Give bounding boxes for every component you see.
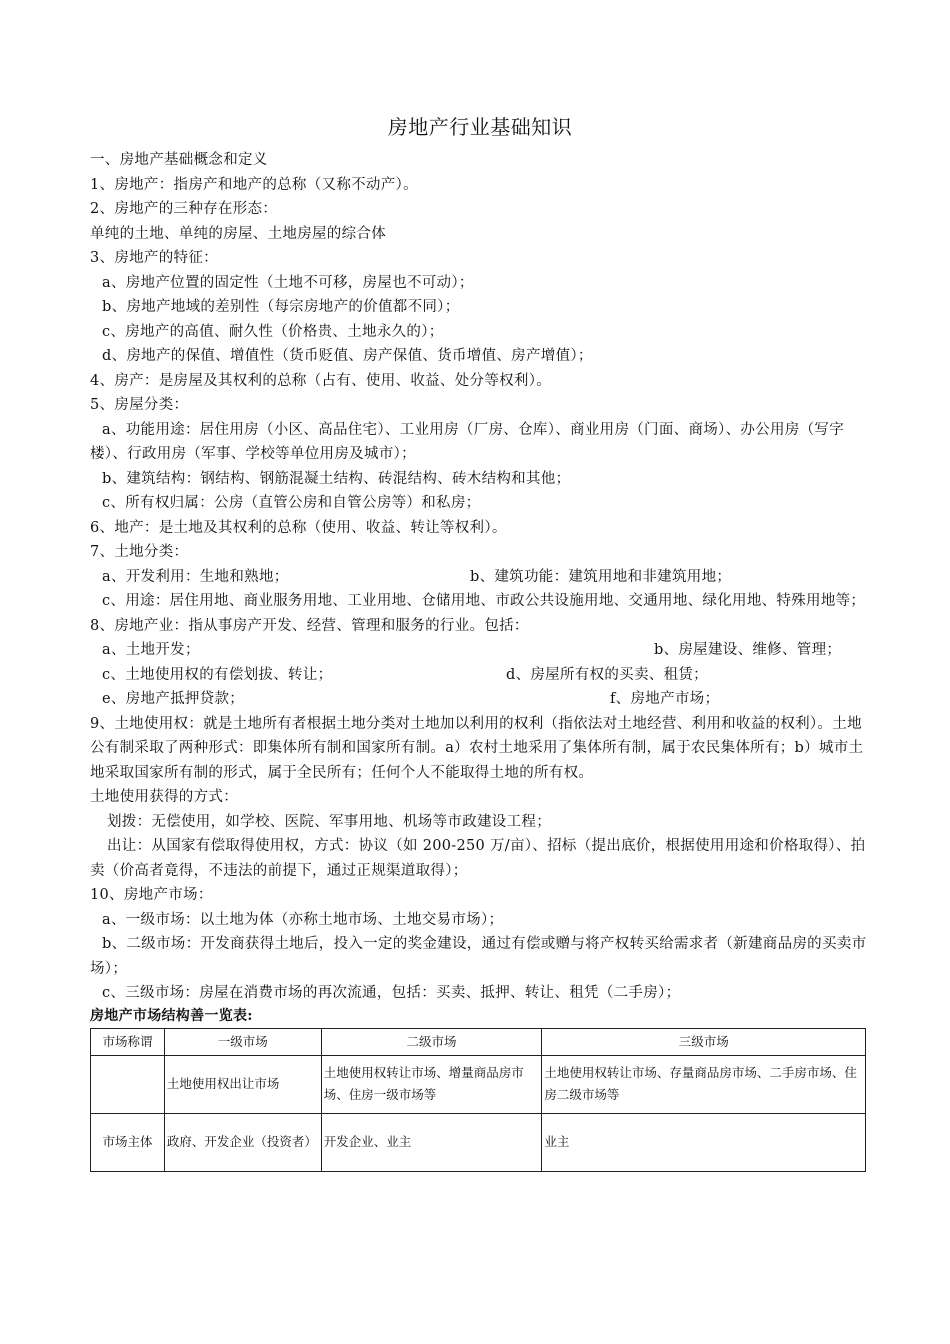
list-item: e、房地产抵押贷款； bbox=[102, 691, 245, 707]
list-item: 划拨：无偿使用，如学校、医院、军事用地、机场等市政建设工程； bbox=[107, 813, 551, 830]
table-cell: 开发企业、业主 bbox=[321, 1113, 542, 1171]
table-header-cell: 三级市场 bbox=[542, 1028, 866, 1055]
list-item: d、房地产的保值、增值性（货币贬值、房产保值、货币增值、房产增值）； bbox=[102, 348, 593, 364]
paragraph: 7、土地分类： bbox=[90, 544, 189, 560]
section-heading: 一、房地产基础概念和定义 bbox=[90, 152, 268, 168]
list-item: c、所有权归属：公房（直管公房和自管公房等）和私房； bbox=[102, 495, 481, 511]
paragraph: 土地使用获得的方式： bbox=[90, 789, 238, 805]
list-item: b、建筑结构：钢结构、钢筋混凝土结构、砖混结构、砖木结构和其他； bbox=[102, 470, 571, 487]
list-item-pair bbox=[90, 565, 870, 590]
list-item: f、房地产市场； bbox=[610, 691, 720, 707]
table-caption: 房地产市场结构善一览表: bbox=[90, 1007, 253, 1024]
table-cell: 土地使用权出让市场 bbox=[164, 1055, 321, 1113]
table-cell: 市场主体 bbox=[91, 1113, 165, 1171]
list-item: c、土地使用权的有偿划拔、转让； bbox=[102, 666, 333, 683]
market-structure-table bbox=[90, 1028, 866, 1172]
list-item-pair bbox=[90, 687, 870, 712]
table-header-cell: 一级市场 bbox=[164, 1028, 321, 1055]
paragraph: 3、房地产的特征： bbox=[90, 250, 218, 266]
list-item: d、房屋所有权的买卖、租赁； bbox=[506, 666, 708, 683]
list-item: b、建筑功能：建筑用地和非建筑用地； bbox=[470, 568, 732, 585]
table-header-cell: 二级市场 bbox=[321, 1028, 542, 1055]
list-item: a、土地开发； bbox=[102, 642, 200, 658]
paragraph: 6、地产：是土地及其权利的总称（使用、收益、转让等权利）。 bbox=[90, 519, 507, 536]
table-cell: 政府、开发企业（投资者） bbox=[164, 1113, 321, 1171]
list-item-pair bbox=[90, 638, 870, 663]
document-page bbox=[90, 112, 870, 1172]
table-cell: 土地使用权转让市场、存量商品房市场、二手房市场、住房二级市场等 bbox=[542, 1055, 866, 1113]
paragraph: 10、房地产市场： bbox=[90, 887, 213, 903]
paragraph: 2、房地产的三种存在形态： bbox=[90, 201, 278, 217]
list-item: b、房屋建设、维修、管理； bbox=[654, 642, 842, 658]
list-item: a、一级市场：以土地为体（亦称土地市场、土地交易市场）； bbox=[102, 911, 504, 928]
table-cell bbox=[91, 1055, 165, 1113]
paragraph: 4、房产：是房屋及其权利的总称（占有、使用、收益、处分等权利）。 bbox=[90, 372, 552, 389]
paragraph: 9、土地使用权：就是土地所有者根据土地分类对土地加以利用的权利（指依法对土地经营、利用和收益的权利）。土地公有制采取了两种形式：即集体所有制和国家所有制。a）农村土地采用了集体所有制，属于农民集体所有；b）城市土地采取国家所有制的形式，属于全民所有；任何个人不能取得土地的所有权。 bbox=[90, 715, 864, 781]
list-item: a、开发利用：生地和熟地； bbox=[102, 568, 289, 585]
list-item: a、功能用途：居住用房（小区、高品住宅）、工业用房（厂房、仓库）、商业用房（门面、商场）、办公用房（写字楼）、行政用房（军事、学校等单位用房及城市）； bbox=[90, 421, 844, 462]
table-row bbox=[91, 1055, 866, 1113]
list-item: c、房地产的高值、耐久性（价格贵、土地永久的）； bbox=[102, 323, 444, 340]
table-header-cell: 市场称谓 bbox=[91, 1028, 165, 1055]
list-item: 出让：从国家有偿取得使用权，方式：协议（如 200-250 万/亩）、招标（提出底价，根据使用用途和价格取得）、拍卖（价高者竟得，不违法的前提下，通过正规渠道取得）； bbox=[90, 838, 866, 879]
paragraph: 单纯的土地、单纯的房屋、土地房屋的综合体 bbox=[90, 225, 386, 242]
table-header-row bbox=[91, 1028, 866, 1055]
document-title: 房地产行业基础知识 bbox=[387, 115, 573, 139]
list-item: c、用途：居住用地、商业服务用地、工业用地、仓储用地、市政公共设施用地、交通用地、绿化用地、特殊用地等； bbox=[102, 593, 866, 609]
table-cell: 业主 bbox=[542, 1113, 866, 1171]
list-item: b、二级市场：开发商获得土地后，投入一定的奖金建设，通过有偿或赠与将产权转买给需求者（新建商品房的买卖市场）； bbox=[90, 936, 867, 977]
table-row bbox=[91, 1113, 866, 1171]
paragraph: 1、房地产：指房产和地产的总称（又称不动产）。 bbox=[90, 176, 418, 193]
list-item: b、房地产地域的差别性（每宗房地产的价值都不同）； bbox=[102, 299, 460, 315]
list-item: c、三级市场：房屋在消费市场的再次流通，包括：买卖、抵押、转让、租凭（二手房）； bbox=[102, 985, 681, 1001]
list-item-pair bbox=[90, 663, 870, 688]
paragraph: 8、房地产业：指从事房产开发、经营、管理和服务的行业。包括： bbox=[90, 617, 529, 634]
paragraph: 5、房屋分类： bbox=[90, 397, 189, 413]
list-item: a、房地产位置的固定性（土地不可移，房屋也不可动）； bbox=[102, 274, 474, 291]
table-cell: 土地使用权转让市场、增量商品房市场、住房一级市场等 bbox=[321, 1055, 542, 1113]
